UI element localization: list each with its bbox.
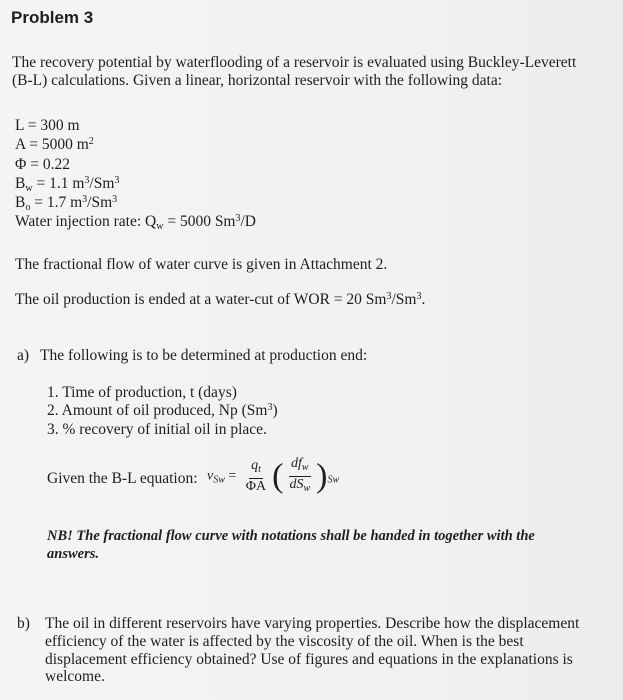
data-Bw: $B_w = 1.1$ $m^3/Sm^3$ bbox=[15, 175, 120, 194]
data-Bo: $B_o = 1.7$ $m^3/Sm^3$ bbox=[15, 194, 118, 213]
part-a-item-3: 3. % recovery of initial oil in place. bbox=[47, 421, 267, 438]
part-a-text: The following is to be determined at production end: bbox=[40, 347, 368, 364]
data-porosity: Φ = 0.22 bbox=[15, 156, 70, 173]
part-b-line-4: welcome. bbox=[45, 668, 105, 685]
problem-title: Problem 3 bbox=[11, 8, 94, 27]
bl-equation: $v_{Sw}$ = $\frac{q_t}{\Phi A}$ ( $\frac{df_w}{dS_w}$ )$_{Sw}$ bbox=[207, 456, 340, 495]
part-a-item-1: 1. Time of production, t (days) bbox=[47, 384, 237, 401]
bl-equation-lead: Given the B-L equation: bbox=[47, 470, 198, 487]
part-b-line-1: The oil in different reservoirs have varying properties. Describe how the displacement bbox=[45, 615, 580, 632]
oil-production-end: The oil production is ended at a water-cut of WOR = 20 Sm$^3$/Sm$^3$. bbox=[15, 291, 426, 308]
intro-line-1: The recovery potential by waterflooding of a reservoir is evaluated using Buckley-Leverett bbox=[12, 54, 577, 71]
part-b-line-3: displacement efficiency obtained? Use of figures and equations in the explanations is bbox=[45, 651, 573, 668]
bl-fraction-2: $\frac{df_w}{dS_w}$ bbox=[289, 456, 311, 494]
nb-line-1: NB! The fractional flow curve with notations shall be handed in together with the bbox=[47, 528, 535, 544]
fractional-flow-note: The fractional flow of water curve is given in Attachment 2. bbox=[15, 256, 388, 273]
part-b-label: b) bbox=[17, 615, 30, 632]
data-injection-rate: Water injection rate: $Q_w = 5000$ Sm$^3$/D bbox=[15, 213, 256, 232]
part-a-label: a) bbox=[17, 347, 30, 364]
intro-line-2: (B-L) calculations. Given a linear, horizontal reservoir with the following data: bbox=[12, 72, 503, 89]
part-b-line-2: efficiency of the water is affected by the viscosity of the oil. When is the best bbox=[45, 633, 524, 650]
data-L: L = 300 m bbox=[15, 117, 80, 134]
part-a-item-2: 2. Amount of oil produced, Np (Sm$^3$) bbox=[47, 402, 278, 419]
bl-fraction-1: $\frac{q_t}{\Phi A}$ bbox=[245, 458, 267, 494]
nb-line-2: answers. bbox=[47, 546, 99, 562]
data-A: A = 5000 $m^2$ bbox=[15, 136, 94, 153]
